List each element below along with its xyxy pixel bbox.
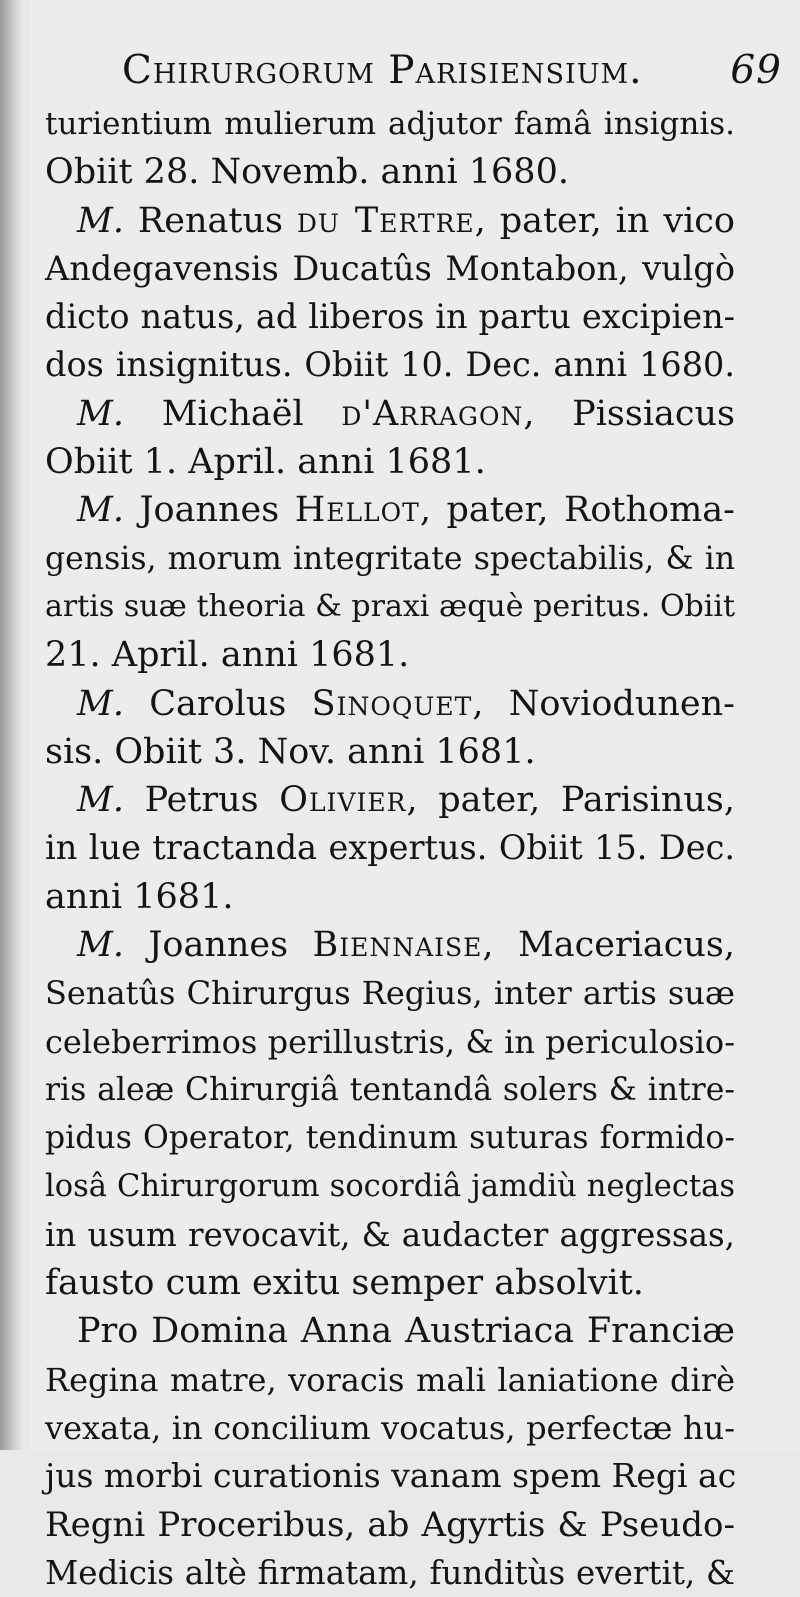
surname: d'Arragon (341, 393, 524, 434)
given-name: Joannes (139, 490, 295, 531)
entry-line (45, 921, 735, 969)
text-line: Regni Proceribus, ab Agyrtis & Pseudo- (45, 1504, 735, 1545)
text-line: 21. April. anni 1681. (45, 635, 410, 676)
surname: du Tertre (296, 200, 475, 241)
page-header (92, 46, 782, 100)
text-line: dicto natus, ad liberos in partu excipien- (45, 297, 735, 337)
text-line: Medicis altè firmatam, funditùs evertit, & (45, 1553, 735, 1592)
magister-abbrev: M. (77, 683, 124, 724)
page-number: 69 (730, 48, 782, 93)
given-name: Joannes (148, 925, 313, 966)
entry-line (45, 776, 735, 824)
entry-line (45, 486, 735, 534)
entry-text: , pater, Rothoma- (419, 490, 735, 531)
entry-line (45, 680, 735, 728)
text-line: anni 1681. (45, 876, 234, 917)
magister-abbrev: M. (77, 200, 124, 241)
text-line: artis suæ theoria & praxi æquè peritus. Obiit (45, 588, 735, 624)
text-line: Regina matre, voracis mali laniatione dirè (45, 1360, 735, 1399)
entry-text: , Noviodunen- (472, 683, 735, 724)
text-line: Andegavensis Ducatûs Montabon, vulgò (45, 248, 735, 288)
text-line: celeberrimos perillustris, & in periculosio- (45, 1022, 735, 1061)
surname: Olivier (279, 780, 407, 821)
text-line: in lue tractanda expertus. Obiit 15. Dec. (45, 828, 735, 868)
entry-text: , Maceriacus, (482, 925, 735, 966)
magister-abbrev: M. (77, 780, 124, 821)
text-line: sis. Obiit 3. Nov. anni 1681. (45, 731, 536, 772)
text-line: vexata, in concilium vocatus, perfectæ hu- (45, 1409, 735, 1448)
running-title: Chirurgorum Parisiensium. (122, 48, 643, 93)
given-name: Carolus (149, 683, 312, 724)
text-line: Senatûs Chirurgus Regius, inter artis suæ (45, 974, 735, 1013)
entry-text: , Pissiacus (523, 393, 735, 434)
given-name: Michaël (161, 393, 342, 434)
surname: Hellot (294, 490, 420, 531)
text-line: fausto cum exitu semper absolvit. (45, 1263, 644, 1304)
surname: Sinoquet (311, 683, 473, 724)
given-name: Petrus (144, 780, 280, 821)
page-gutter-shadow (0, 0, 24, 1450)
text-line: losâ Chirurgorum socordiâ jamdiù neglectas (45, 1168, 735, 1204)
text-line: Pro Domina Anna Austriaca Franciæ (77, 1311, 735, 1352)
entry-text: , pater, Parisinus, (406, 780, 735, 821)
text-line: Obiit 28. Novemb. anni 1680. (45, 152, 569, 193)
text-line: in usum revocavit, & audacter aggressas, (45, 1215, 735, 1254)
text-line: jus morbi curationis vanam spem Regi ac (45, 1456, 737, 1496)
text-line: ris aleæ Chirurgiâ tentandâ solers & intre- (45, 1071, 735, 1108)
entry-line (45, 390, 735, 438)
text-line: gensis, morum integritate spectabilis, & in (45, 540, 735, 577)
given-name: Renatus (137, 200, 297, 241)
text-line: turientium mulierum adjutor famâ insignis. (45, 106, 735, 142)
magister-abbrev: M. (77, 925, 124, 966)
entry-line (45, 197, 735, 245)
text-line: dos insignitus. Obiit 10. Dec. anni 1680. (45, 345, 735, 385)
magister-abbrev: M. (77, 393, 124, 434)
entry-text: , pater, in vico (474, 200, 735, 241)
body-text (45, 100, 735, 1597)
text-line: pidus Operator, tendinum suturas formido- (45, 1120, 735, 1157)
magister-abbrev: M. (77, 490, 124, 531)
text-line: Obiit 1. April. anni 1681. (45, 442, 486, 483)
surname: Biennaise (312, 925, 483, 966)
